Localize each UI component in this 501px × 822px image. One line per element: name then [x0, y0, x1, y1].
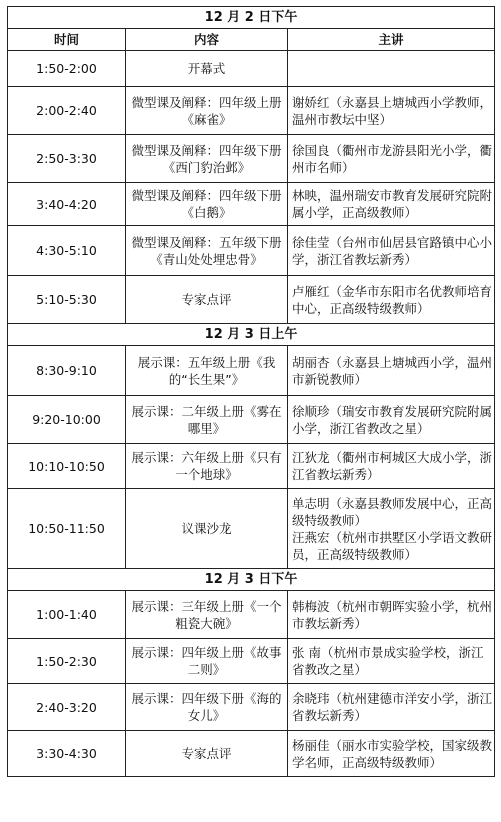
- speaker-cell: [288, 591, 495, 639]
- speaker-cell: [288, 731, 495, 777]
- speaker-cell: [288, 183, 495, 226]
- schedule-body: [8, 7, 495, 777]
- speaker-cell: [288, 51, 495, 87]
- time-cell: 3:40-4:20: [8, 183, 126, 226]
- speaker-entry: 单志明（永嘉县教师发展中心，正高级特级教师）: [292, 495, 493, 528]
- table-row: [8, 87, 495, 135]
- speaker-entry: 徐国良（衢州市龙游县阳光小学，衢州市名师）: [292, 142, 493, 175]
- content-cell: 开幕式: [126, 51, 288, 87]
- speaker-cell: [288, 489, 495, 569]
- section-header-row: [8, 324, 495, 346]
- speaker-cell: [288, 346, 495, 396]
- speaker-cell: [288, 226, 495, 276]
- speaker-entry: 徐顺珍（瑞安市教育发展研究院附属小学，浙江省教改之星）: [292, 403, 493, 436]
- time-cell: 1:00-1:40: [8, 591, 126, 639]
- content-cell: 微型课及阐释：四年级下册《西门豹治邺》: [126, 135, 288, 183]
- speaker-entry: 汪燕宏（杭州市拱墅区小学语文教研员，正高级特级教师）: [292, 529, 493, 562]
- time-cell: 1:50-2:30: [8, 639, 126, 684]
- table-row: [8, 684, 495, 731]
- speaker-cell: [288, 396, 495, 444]
- speaker-entry: 江狄龙（衢州市柯城区大成小学，浙江省教坛新秀）: [292, 450, 493, 482]
- time-cell: 10:50-11:50: [8, 489, 126, 569]
- time-cell: 2:50-3:30: [8, 135, 126, 183]
- speaker-entry: 张 南（杭州市景成实验学校，浙江省教改之星）: [292, 645, 484, 677]
- speaker-cell: [288, 135, 495, 183]
- speaker-entry: 谢娇红（永嘉县上塘城西小学教师，温州市教坛中坚）: [292, 94, 493, 127]
- column-header-row: [8, 29, 495, 51]
- content-cell: 展示课：四年级上册《故事二则》: [126, 639, 288, 684]
- content-cell: 展示课：五年级上册《我的“长生果”》: [126, 346, 288, 396]
- table-row: [8, 226, 495, 276]
- content-cell: 议课沙龙: [126, 489, 288, 569]
- time-cell: 8:30-9:10: [8, 346, 126, 396]
- content-cell: 专家点评: [126, 731, 288, 777]
- table-row: [8, 135, 495, 183]
- time-cell: 10:10-10:50: [8, 444, 126, 489]
- section-header-row: [8, 569, 495, 591]
- schedule-table: [7, 6, 495, 777]
- content-cell: 展示课：三年级上册《一个粗瓷大碗》: [126, 591, 288, 639]
- table-row: [8, 639, 495, 684]
- time-cell: 5:10-5:30: [8, 276, 126, 324]
- speaker-entry: 韩梅波（杭州市朝晖实验小学，杭州市教坛新秀）: [292, 598, 493, 631]
- section-header-row: [8, 7, 495, 29]
- speaker-cell: [288, 87, 495, 135]
- column-header-content: 内容: [126, 29, 288, 51]
- column-header-speaker: 主讲: [288, 29, 495, 51]
- table-row: [8, 276, 495, 324]
- table-row: [8, 731, 495, 777]
- table-row: [8, 396, 495, 444]
- speaker-entry: 余晓玮（杭州建德市洋安小学，浙江省教坛新秀）: [292, 691, 493, 723]
- table-row: [8, 51, 495, 87]
- section-title: 12 月 3 日上午: [8, 324, 495, 346]
- content-cell: 微型课及阐释：四年级上册《麻雀》: [126, 87, 288, 135]
- speaker-entry: 林映，温州瑞安市教育发展研究院附属小学，正高级教师）: [292, 188, 493, 220]
- time-cell: 9:20-10:00: [8, 396, 126, 444]
- speaker-entry: 胡丽杏（永嘉县上塘城西小学，温州市新锐教师）: [292, 354, 493, 387]
- speaker-cell: [288, 444, 495, 489]
- time-cell: 2:00-2:40: [8, 87, 126, 135]
- section-title: 12 月 2 日下午: [8, 7, 495, 29]
- content-cell: 微型课及阐释：五年级下册《青山处处埋忠骨》: [126, 226, 288, 276]
- table-row: [8, 346, 495, 396]
- speaker-cell: [288, 639, 495, 684]
- section-title: 12 月 3 日下午: [8, 569, 495, 591]
- table-row: [8, 591, 495, 639]
- speaker-entry: 杨丽佳（丽水市实验学校，国家级教学名师，正高级特级教师）: [292, 737, 493, 770]
- content-cell: 微型课及阐释：四年级下册《白鹅》: [126, 183, 288, 226]
- speaker-cell: [288, 276, 495, 324]
- content-cell: 展示课：二年级上册《雾在哪里》: [126, 396, 288, 444]
- speaker-cell: [288, 684, 495, 731]
- time-cell: 4:30-5:10: [8, 226, 126, 276]
- table-row: [8, 183, 495, 226]
- table-row: [8, 489, 495, 569]
- speaker-entry: 卢雁红（金华市东阳市名优教师培育中心，正高级特级教师）: [292, 283, 493, 316]
- content-cell: 专家点评: [126, 276, 288, 324]
- time-cell: 3:30-4:30: [8, 731, 126, 777]
- content-cell: 展示课：四年级下册《海的女儿》: [126, 684, 288, 731]
- speaker-entry: 徐佳莹（台州市仙居县官路镇中心小学，浙江省教坛新秀）: [292, 234, 493, 267]
- content-cell: 展示课：六年级上册《只有一个地球》: [126, 444, 288, 489]
- time-cell: 1:50-2:00: [8, 51, 126, 87]
- time-cell: 2:40-3:20: [8, 684, 126, 731]
- table-row: [8, 444, 495, 489]
- column-header-time: 时间: [8, 29, 126, 51]
